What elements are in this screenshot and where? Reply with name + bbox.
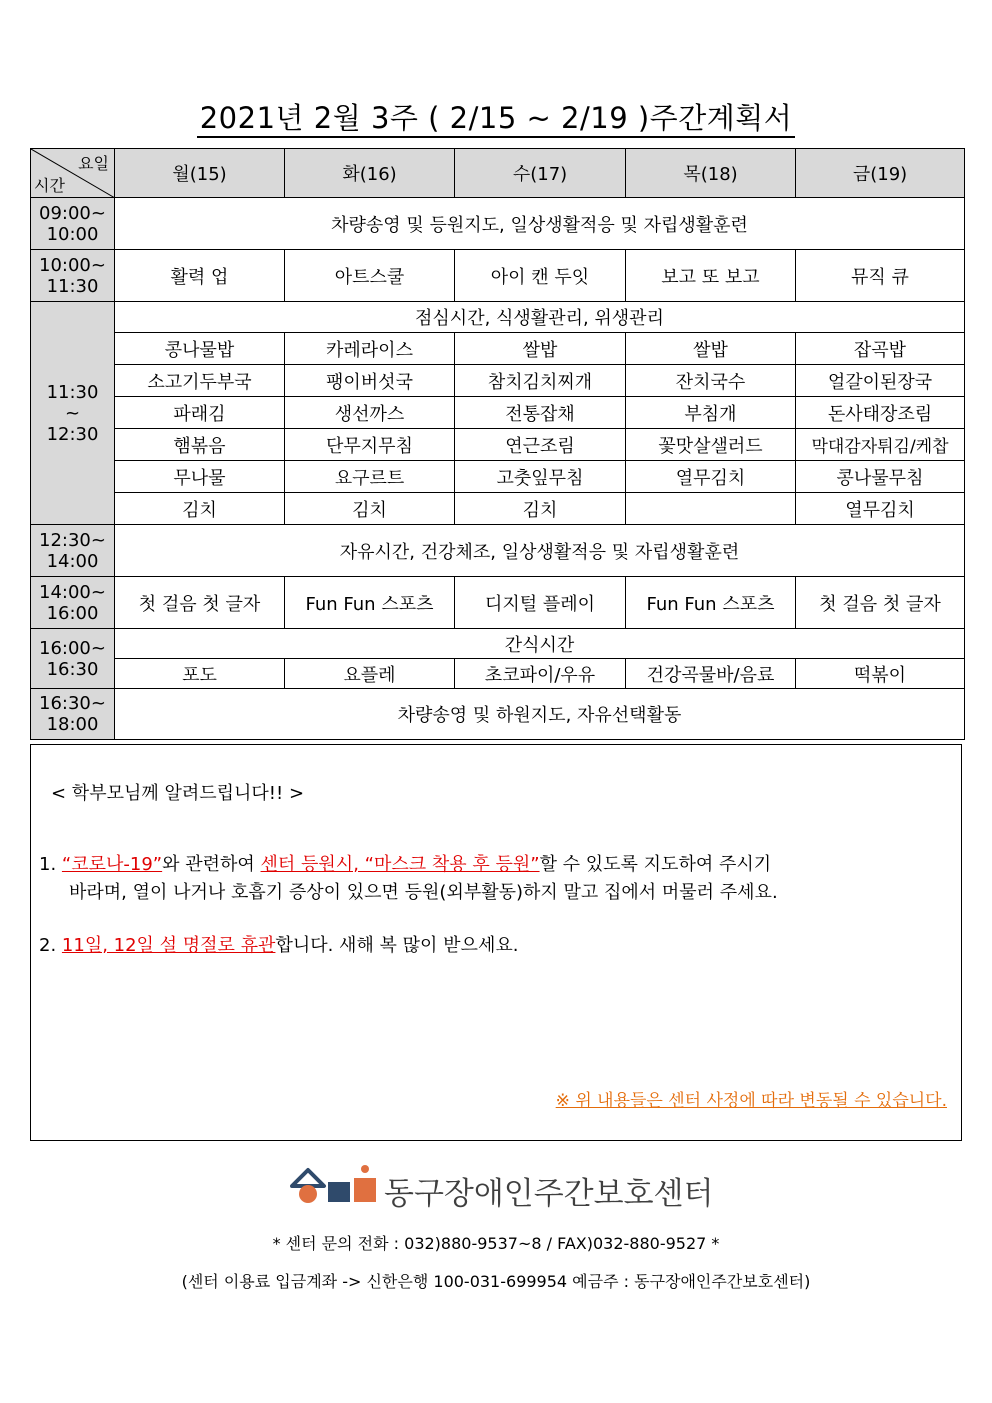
menu-cell: 김치: [115, 493, 285, 525]
contact-info: * 센터 문의 전화 : 032)880-9537~8 / FAX)032-880-9527 *: [272, 1234, 720, 1253]
notice-box: [30, 744, 962, 1141]
org-name: 동구장애인주간보호센터: [384, 1176, 714, 1212]
day-header-wed: 수(17): [455, 149, 626, 198]
menu-cell: 연근조림: [455, 429, 626, 461]
program-cell: 첫 걸음 첫 글자: [796, 577, 965, 629]
menu-cell: 잔치국수: [626, 365, 796, 397]
menu-cell: 콩나물무침: [796, 461, 965, 493]
notice-red-text: 11일, 12일 설 명절로 휴관: [61, 935, 276, 956]
program-cell: 활력 업: [115, 250, 285, 302]
menu-cell: 열무김치: [626, 461, 796, 493]
program-cell: 아트스쿨: [285, 250, 455, 302]
notice-heading: < 학부모님께 알려드립니다!! >: [51, 783, 305, 804]
time-cell: 14:00~ 16:00: [31, 577, 115, 629]
corner-day-label: 요일: [78, 154, 109, 173]
snack-cell: 포도: [115, 659, 285, 689]
menu-cell: 김치: [455, 493, 626, 525]
notice-red-text: 센터 등원시, “마스크 착용 후 등원”: [260, 854, 540, 875]
slot-row: [31, 577, 965, 629]
snack-cell: 떡볶이: [796, 659, 965, 689]
menu-cell: 단무지무침: [285, 429, 455, 461]
snack-cell: 요플레: [285, 659, 455, 689]
program-cell: 뮤직 큐: [796, 250, 965, 302]
activity-cell: 자유시간, 건강체조, 일상생활적응 및 자립생활훈련: [115, 525, 965, 577]
day-header-thu: 목(18): [626, 149, 796, 198]
menu-row: [31, 461, 965, 493]
menu-cell: 열무김치: [796, 493, 965, 525]
menu-row: [31, 429, 965, 461]
program-cell: 디지털 플레이: [455, 577, 626, 629]
menu-row: [31, 493, 965, 525]
menu-cell: 콩나물밥: [115, 333, 285, 365]
menu-cell: 고춧잎무침: [455, 461, 626, 493]
time-cell: 16:30~ 18:00: [31, 689, 115, 740]
snack-heading-row: [31, 629, 965, 659]
page-title: 2021년 2월 3주 ( 2/15 ~ 2/19 )주간계획서: [0, 96, 992, 137]
account-info: (센터 이용료 입금계좌 -> 신한은행 100-031-699954 예금주 : 동구장애인주간보호센터): [181, 1272, 811, 1291]
menu-cell: 잡곡밥: [796, 333, 965, 365]
snack-cell: 초코파이/우유: [455, 659, 626, 689]
menu-cell: 소고기두부국: [115, 365, 285, 397]
menu-cell: 카레라이스: [285, 333, 455, 365]
notice-footnote: ※ 위 내용들은 센터 사정에 따라 변동될 수 있습니다.: [555, 1091, 947, 1111]
snack-heading: 간식시간: [115, 629, 965, 659]
notice-item-2: 2. 11일, 12일 설 명절로 휴관합니다. 새해 복 많이 받으세요.: [39, 935, 519, 956]
corner-cell: [31, 149, 115, 198]
menu-row: [31, 333, 965, 365]
corner-time-label: 시간: [34, 176, 65, 195]
program-cell: 보고 또 보고: [626, 250, 796, 302]
menu-row: [31, 397, 965, 429]
notice-red-text: “코로나-19”: [61, 854, 163, 875]
menu-cell: 요구르트: [285, 461, 455, 493]
menu-cell: 햄볶음: [115, 429, 285, 461]
day-header-mon: 월(15): [115, 149, 285, 198]
menu-cell: 생선까스: [285, 397, 455, 429]
menu-cell: 꽃맛살샐러드: [626, 429, 796, 461]
time-cell: 12:30~ 14:00: [31, 525, 115, 577]
menu-cell: 김치: [285, 493, 455, 525]
weekly-schedule-table: [30, 148, 965, 740]
menu-cell: 팽이버섯국: [285, 365, 455, 397]
program-cell: Fun Fun 스포츠: [285, 577, 455, 629]
menu-cell: 파래김: [115, 397, 285, 429]
slot-row: [31, 525, 965, 577]
menu-cell: 얼갈이된장국: [796, 365, 965, 397]
menu-cell: 돈사태장조림: [796, 397, 965, 429]
slot-row: [31, 689, 965, 740]
menu-cell: 무나물: [115, 461, 285, 493]
day-header-fri: 금(19): [796, 149, 965, 198]
activity-cell: 차량송영 및 등원지도, 일상생활적응 및 자립생활훈련: [115, 198, 965, 250]
org-logo: [288, 1162, 714, 1212]
notice-item-1: 1. “코로나-19”와 관련하여 센터 등원시, “마스크 착용 후 등원”할 수 있도록 지도하여 주시기 바라며, 열이 나거나 호흡기 증상이 있으면 등원(외부활동)하지 말고 집에서 머물러 주세요.: [39, 854, 778, 903]
program-cell: Fun Fun 스포츠: [626, 577, 796, 629]
menu-cell: 쌀밥: [626, 333, 796, 365]
program-cell: 첫 걸음 첫 글자: [115, 577, 285, 629]
menu-row: [31, 365, 965, 397]
day-header-tue: 화(16): [285, 149, 455, 198]
snack-cell: 건강곡물바/음료: [626, 659, 796, 689]
house-logo-icon: [288, 1162, 380, 1208]
menu-cell: 쌀밥: [455, 333, 626, 365]
slot-row: [31, 198, 965, 250]
time-cell: 11:30 ~ 12:30: [31, 302, 115, 525]
lunch-heading-row: [31, 302, 965, 333]
slot-row: [31, 250, 965, 302]
menu-cell: 참치김치찌개: [455, 365, 626, 397]
program-cell: 아이 캔 두잇: [455, 250, 626, 302]
menu-cell: 전통잡채: [455, 397, 626, 429]
menu-cell: 부침개: [626, 397, 796, 429]
lunch-heading: 점심시간, 식생활관리, 위생관리: [115, 302, 965, 333]
menu-cell: [626, 493, 796, 525]
activity-cell: 차량송영 및 하원지도, 자유선택활동: [115, 689, 965, 740]
time-cell: 09:00~ 10:00: [31, 198, 115, 250]
time-cell: 16:00~ 16:30: [31, 629, 115, 689]
header-row: [31, 149, 965, 198]
time-cell: 10:00~ 11:30: [31, 250, 115, 302]
menu-cell: 막대감자튀김/케찹: [796, 429, 965, 461]
snack-row: [31, 659, 965, 689]
